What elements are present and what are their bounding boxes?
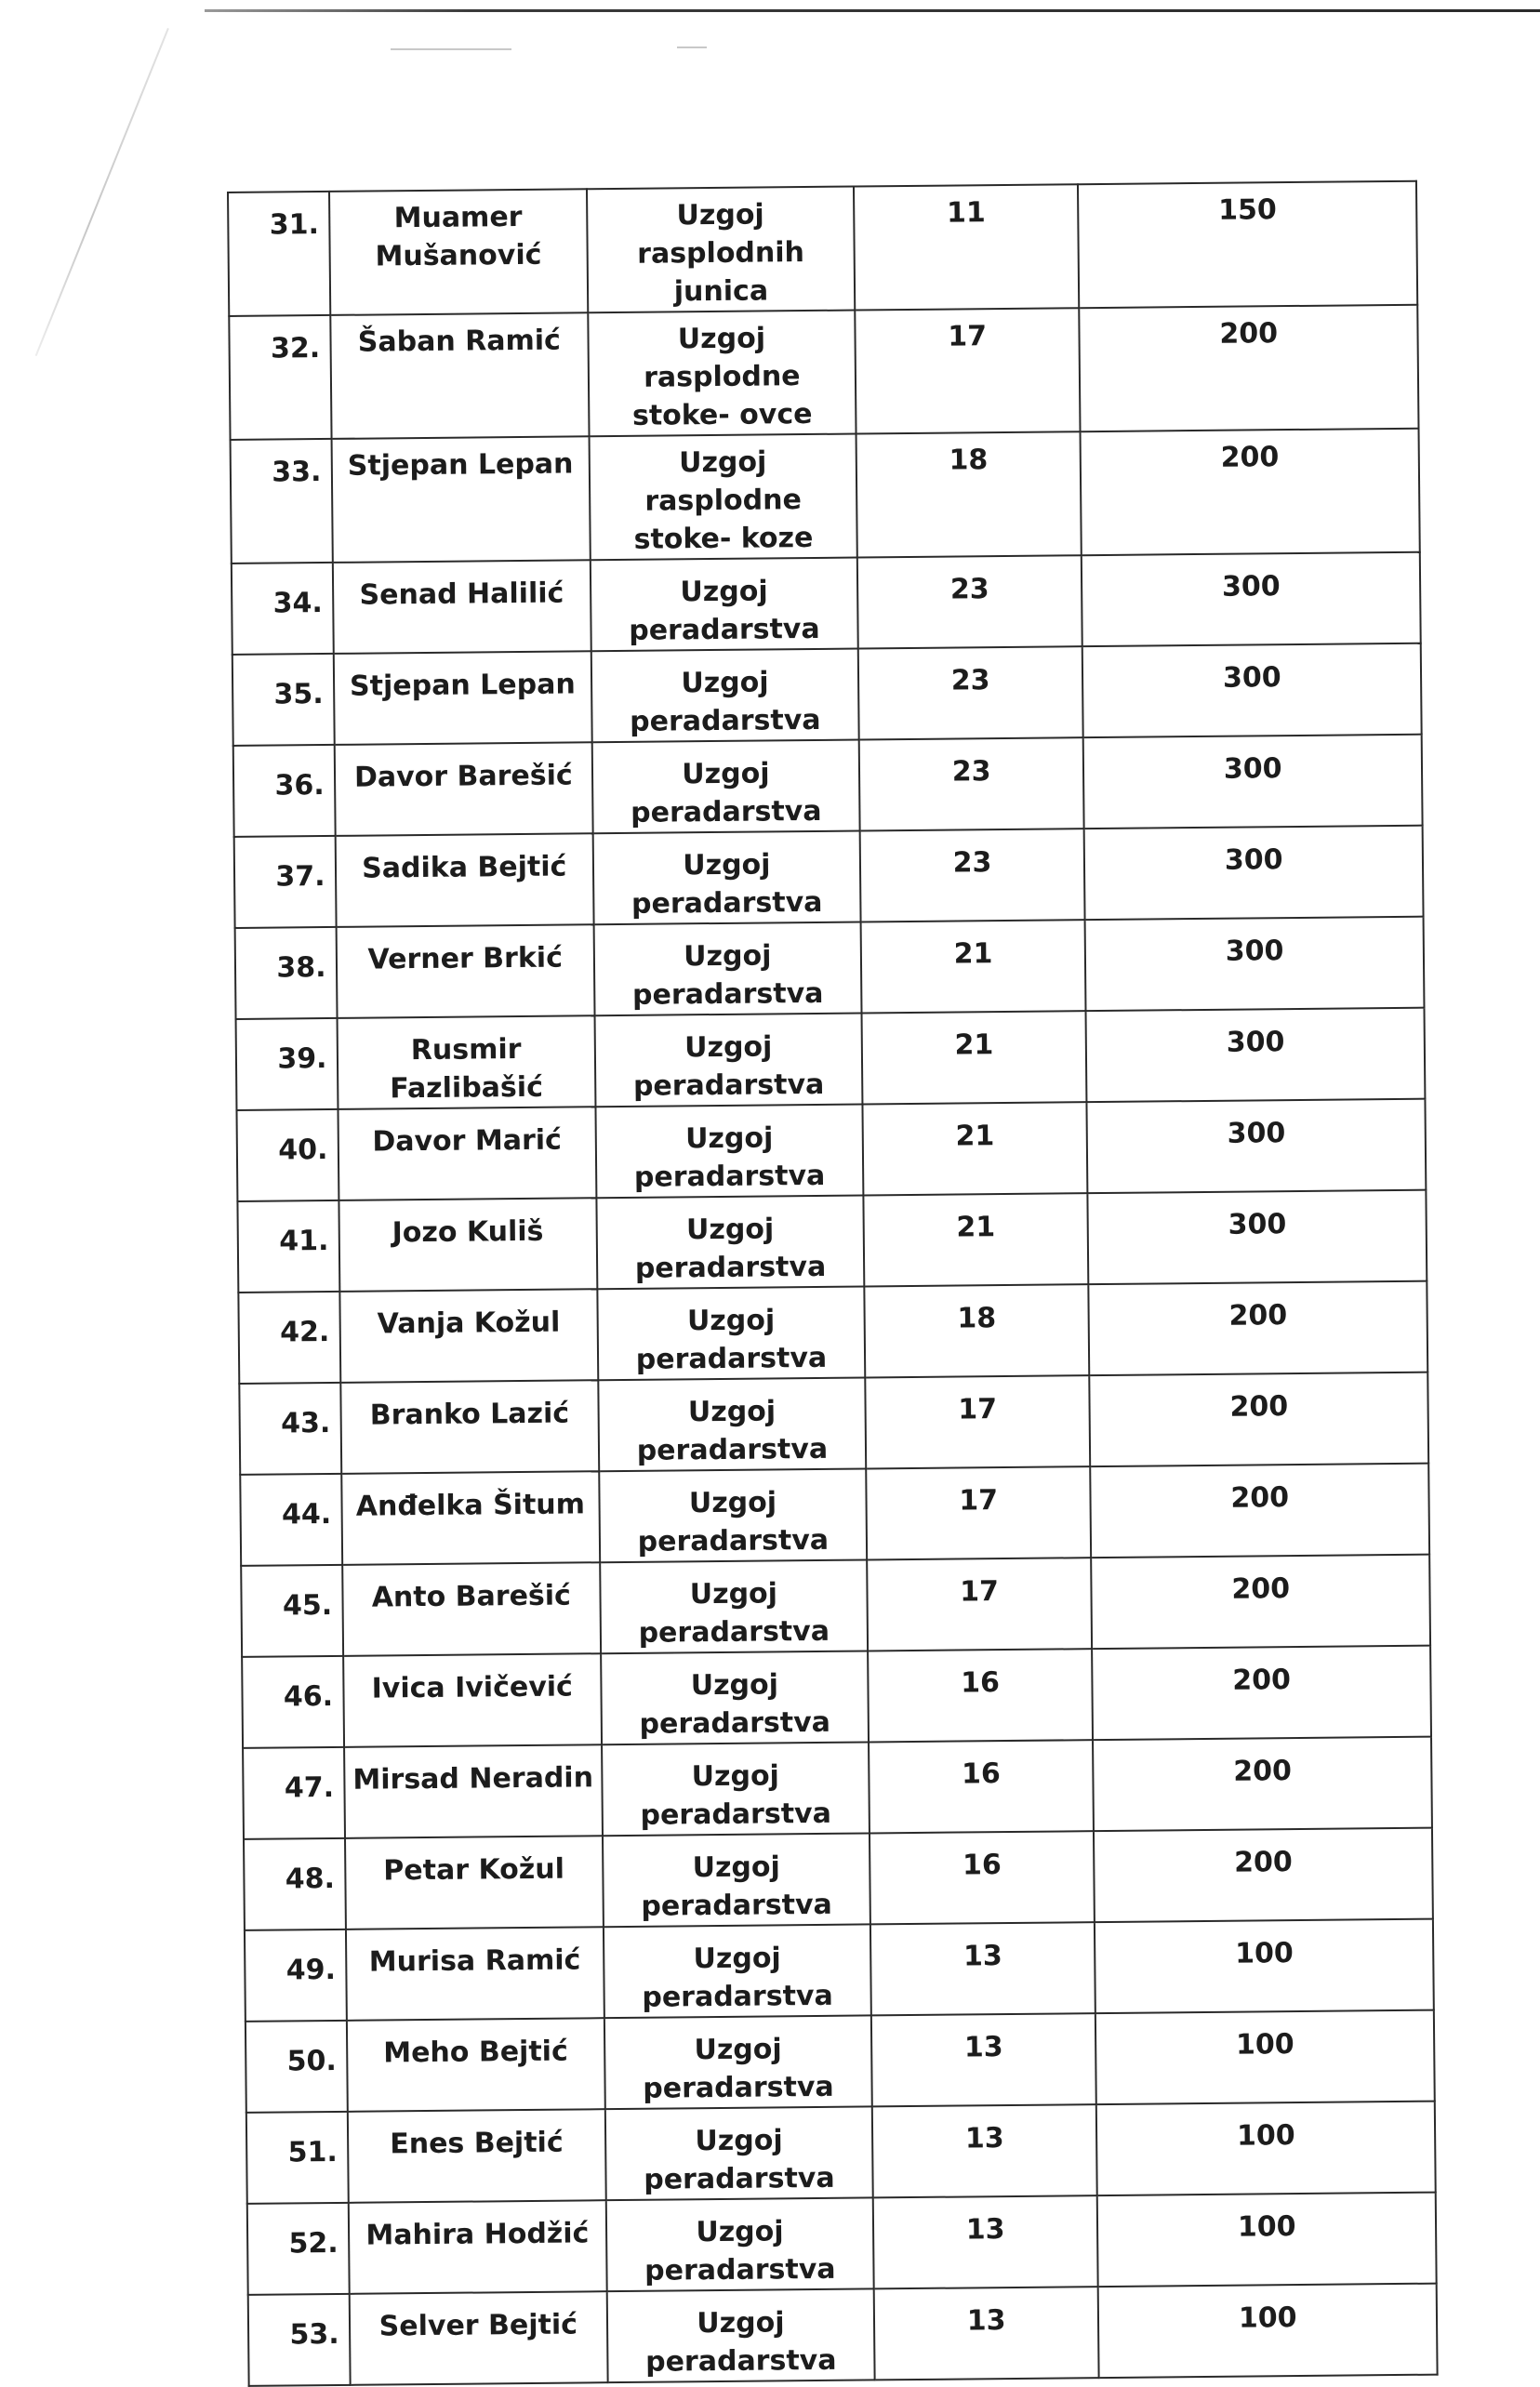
table-row <box>238 1281 1427 1384</box>
activity-type: Uzgoj peradarstva <box>602 1742 870 1836</box>
row-number: 52. <box>247 2203 349 2295</box>
amount-value: 200 <box>1090 1373 1428 1466</box>
amount-value: 200 <box>1094 1828 1432 1922</box>
activity-type: Uzgoj peradarstva <box>605 2106 873 2200</box>
quantity-value: 17 <box>866 1466 1092 1559</box>
row-number: 47. <box>243 1747 344 1839</box>
table-row <box>232 643 1422 746</box>
quantity-value: 23 <box>858 646 1084 739</box>
row-number: 44. <box>240 1474 341 1566</box>
table-row <box>243 1737 1432 1839</box>
activity-type: Uzgoj peradarstva <box>594 922 862 1015</box>
amount-value: 100 <box>1098 2284 1437 2378</box>
table-row <box>229 305 1418 440</box>
farmer-name: Meho Bejtić <box>346 2018 604 2112</box>
quantity-value: 23 <box>859 829 1085 922</box>
quantity-value: 23 <box>858 737 1084 830</box>
quantity-value: 18 <box>856 431 1082 557</box>
amount-value: 300 <box>1082 552 1420 646</box>
row-number: 42. <box>238 1292 339 1384</box>
row-number: 32. <box>229 315 331 440</box>
farmer-name: Anto Barešić <box>342 1562 601 1656</box>
quantity-value: 11 <box>854 184 1080 310</box>
amount-value: 300 <box>1085 917 1424 1011</box>
table-row <box>232 552 1421 655</box>
row-number: 46. <box>242 1656 343 1748</box>
quantity-value: 18 <box>864 1284 1090 1377</box>
amount-value: 300 <box>1082 643 1421 737</box>
quantity-value: 16 <box>870 1831 1095 1924</box>
amount-value: 100 <box>1095 2010 1434 2104</box>
table-row <box>246 2102 1436 2204</box>
quantity-value: 13 <box>872 2104 1098 2197</box>
table-row <box>245 1919 1434 2022</box>
activity-type: Uzgoj peradarstva <box>601 1651 869 1744</box>
farmer-name: Jozo Kuliš <box>339 1198 597 1292</box>
row-number: 43. <box>239 1383 340 1475</box>
quantity-value: 13 <box>873 2195 1099 2288</box>
farmer-name: Mahira Hodžić <box>348 2200 606 2294</box>
row-number: 31. <box>228 192 330 316</box>
farmer-name: Senad Halilić <box>332 560 591 654</box>
scan-speck <box>677 46 707 48</box>
amount-value: 100 <box>1096 2102 1435 2195</box>
activity-type: Uzgoj peradarstva <box>591 649 859 743</box>
amount-value: 300 <box>1088 1190 1427 1284</box>
row-number: 51. <box>246 2112 348 2204</box>
activity-type: Uzgoj peradarstva <box>597 1286 865 1380</box>
amount-value: 300 <box>1087 1099 1426 1193</box>
amount-value: 200 <box>1093 1646 1431 1740</box>
farmer-name: Petar Kožul <box>345 1836 604 1929</box>
table-row <box>233 735 1423 837</box>
table-row <box>236 1008 1426 1110</box>
amount-value: 200 <box>1081 429 1420 555</box>
row-number: 50. <box>246 2021 347 2113</box>
table-row <box>228 181 1417 316</box>
activity-type: Uzgoj peradarstva <box>606 2197 874 2291</box>
quantity-value: 16 <box>869 1740 1095 1833</box>
farmer-name: Enes Bejtić <box>347 2109 605 2203</box>
row-number: 41. <box>237 1200 339 1293</box>
amount-value: 300 <box>1086 1008 1425 1102</box>
activity-type: Uzgoj peradarstva <box>596 1104 864 1198</box>
row-number: 39. <box>236 1018 338 1110</box>
activity-type: Uzgoj peradarstva <box>598 1377 866 1471</box>
row-number: 38. <box>235 927 337 1019</box>
amount-value: 150 <box>1078 181 1417 308</box>
row-number: 37. <box>234 836 336 928</box>
row-number: 33. <box>231 439 333 564</box>
table-row <box>237 1190 1427 1293</box>
activity-type: Uzgoj peradarstva <box>592 740 860 834</box>
farmer-name: Selver Bejtić <box>349 2291 607 2385</box>
farmer-name: Rusmir Fazlibašić <box>337 1015 595 1109</box>
farmer-name: Stjepan Lepan <box>331 436 591 563</box>
row-number: 40. <box>236 1109 338 1201</box>
activity-type: Uzgoj peradarstva <box>595 1013 863 1107</box>
beneficiaries-table <box>227 180 1439 2387</box>
amount-value: 200 <box>1093 1737 1431 1831</box>
amount-value: 100 <box>1097 2193 1436 2287</box>
quantity-value: 17 <box>865 1375 1091 1468</box>
quantity-value: 21 <box>861 1011 1087 1104</box>
activity-type: Uzgoj peradarstva <box>607 2288 875 2382</box>
amount-value: 300 <box>1083 735 1422 829</box>
scan-speck <box>391 48 511 50</box>
farmer-name: Muamer Mušanović <box>329 189 589 315</box>
farmer-name: Verner Brkić <box>336 924 594 1018</box>
quantity-value: 21 <box>862 1102 1088 1195</box>
farmer-name: Šaban Ramić <box>330 312 590 439</box>
activity-type: Uzgoj rasplodnih junica <box>587 187 855 313</box>
scan-streak <box>35 28 169 356</box>
row-number: 49. <box>245 1929 346 2022</box>
row-number: 35. <box>232 654 334 746</box>
activity-type: Uzgoj peradarstva <box>596 1195 864 1289</box>
table-row <box>244 1828 1433 1930</box>
farmer-name: Anđelka Šitum <box>341 1471 600 1565</box>
quantity-value: 21 <box>860 920 1086 1013</box>
table-row <box>242 1646 1431 1748</box>
farmer-name: Mirsad Neradin <box>344 1744 603 1838</box>
row-number: 45. <box>241 1565 342 1657</box>
table-row <box>248 2284 1438 2386</box>
amount-value: 200 <box>1092 1555 1430 1649</box>
amount-value: 200 <box>1089 1281 1427 1375</box>
quantity-value: 17 <box>855 308 1081 433</box>
activity-type: Uzgoj peradarstva <box>600 1559 868 1653</box>
farmer-name: Ivica Ivičević <box>343 1653 602 1747</box>
activity-type: Uzgoj rasplodne stoke- koze <box>590 434 857 561</box>
quantity-value: 17 <box>867 1558 1093 1651</box>
quantity-value: 16 <box>868 1649 1094 1742</box>
table-row <box>239 1373 1428 1475</box>
farmer-name: Vanja Kožul <box>339 1289 598 1383</box>
quantity-value: 13 <box>873 2287 1099 2380</box>
activity-type: Uzgoj peradarstva <box>591 558 858 652</box>
scan-edge-line <box>205 9 1540 12</box>
table-row <box>235 917 1425 1019</box>
quantity-value: 23 <box>857 555 1083 648</box>
farmer-name: Davor Barešić <box>334 742 592 836</box>
activity-type: Uzgoj rasplodne stoke- ovce <box>588 311 856 437</box>
activity-type: Uzgoj peradarstva <box>604 2015 872 2109</box>
table-row <box>240 1464 1429 1566</box>
table-row <box>241 1555 1430 1657</box>
amount-value: 300 <box>1084 826 1423 920</box>
table-row <box>246 2010 1435 2113</box>
row-number: 48. <box>244 1838 345 1930</box>
farmer-name: Branko Lazić <box>340 1380 599 1474</box>
farmer-name: Stjepan Lepan <box>333 651 591 745</box>
farmer-name: Sadika Bejtić <box>335 833 593 927</box>
amount-value: 200 <box>1080 305 1419 431</box>
table-row <box>247 2193 1437 2295</box>
farmer-name: Murisa Ramić <box>345 1927 604 2021</box>
row-number: 34. <box>232 563 333 655</box>
amount-value: 200 <box>1091 1464 1429 1558</box>
activity-type: Uzgoj peradarstva <box>604 1924 871 2018</box>
activity-type: Uzgoj peradarstva <box>593 831 861 925</box>
activity-type: Uzgoj peradarstva <box>603 1833 870 1927</box>
table-row <box>234 826 1424 928</box>
table-row <box>231 429 1420 564</box>
activity-type: Uzgoj peradarstva <box>599 1468 867 1562</box>
quantity-value: 21 <box>863 1193 1089 1286</box>
row-number: 53. <box>248 2294 350 2386</box>
table-body <box>228 181 1438 2386</box>
row-number: 36. <box>233 745 335 837</box>
farmer-name: Davor Marić <box>338 1107 596 1200</box>
quantity-value: 13 <box>870 1922 1096 2015</box>
table-row <box>236 1099 1426 1201</box>
quantity-value: 13 <box>871 2013 1097 2106</box>
amount-value: 100 <box>1095 1919 1433 2013</box>
